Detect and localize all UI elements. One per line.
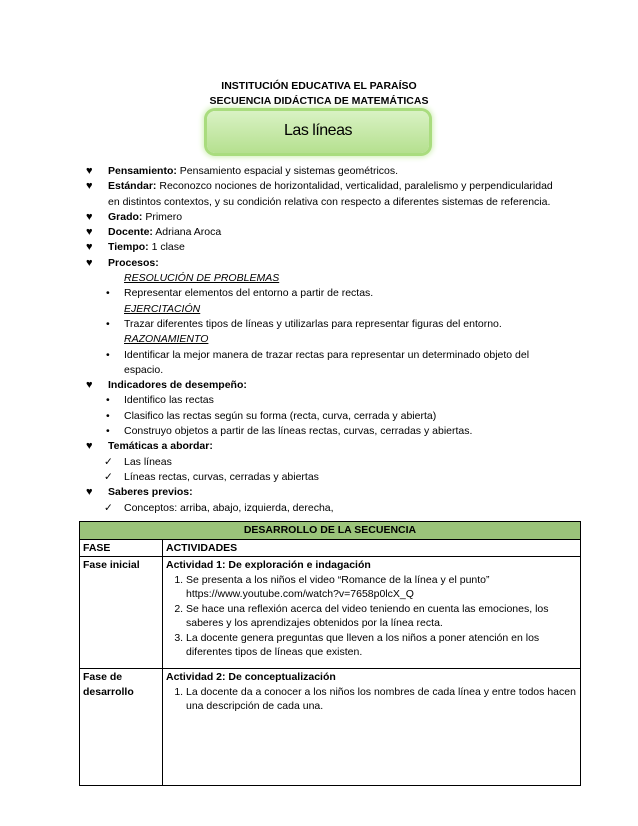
label: Grado: — [108, 210, 143, 223]
column-header-fase: FASE — [80, 539, 163, 557]
proceso-heading: RAZONAMIENTO — [124, 333, 209, 346]
secuencia-table — [79, 521, 581, 786]
indicador-item: • Clasifico las rectas según su forma (recta, curva, cerrada y abierta) — [86, 409, 566, 424]
actividad-title: Actividad 1: De exploración e indagación — [166, 559, 371, 571]
dot-bullet-icon: • — [106, 394, 110, 407]
actividad-title: Actividad 2: De conceptualización — [166, 671, 336, 683]
info-tiempo — [86, 240, 566, 255]
indicador-item: • Identifico las rectas — [86, 393, 566, 408]
info-tematicas — [86, 439, 566, 454]
checkmark-icon: ✓ — [104, 470, 113, 483]
heart-bullet-icon: ♥ — [86, 226, 93, 239]
label: Indicadores de desempeño: — [108, 379, 247, 392]
proceso-item: • Representar elementos del entorno a partir de rectas. — [86, 286, 566, 301]
list-item: 2. Se hace una reflexión acerca del video teniendo en cuenta las emociones, los saberes y los aprendizajes obtenidos por la línea recta. — [186, 602, 577, 631]
info-estandar — [86, 179, 566, 210]
document-subtitle: SECUENCIA DIDÁCTICA DE MATEMÁTICAS — [209, 95, 429, 107]
label: Procesos: — [108, 256, 159, 269]
tematica-item: ✓ Líneas rectas, curvas, cerradas y abiertas — [86, 470, 566, 485]
saber-item: ✓ Conceptos: arriba, abajo, izquierda, derecha, — [86, 501, 566, 516]
label: Tiempo: — [108, 241, 149, 254]
list-item: 1. Se presenta a los niños el video “Romance de la línea y el punto” https://www.youtube.com/watch?v=7658p0lcX_Q — [186, 573, 577, 602]
value: Pensamiento espacial y sistemas geométricos. — [176, 165, 399, 177]
label: Saberes previos: — [108, 486, 193, 499]
value: Adriana Aroca — [152, 226, 222, 239]
actividades-cell — [163, 557, 581, 669]
info-procesos — [86, 256, 566, 271]
list-item: 1. La docente da a conocer a los niños los nombres de cada línea y entre todos hacen una descripción de cada una. — [186, 685, 577, 714]
table-row — [80, 557, 581, 669]
info-pensamiento — [86, 164, 566, 179]
document-header — [0, 79, 638, 109]
column-header-actividades: ACTIVIDADES — [163, 539, 581, 557]
title-banner — [207, 111, 429, 153]
checkmark-icon: ✓ — [104, 501, 113, 514]
document-title: Las líneas — [284, 122, 352, 139]
heart-bullet-icon: ♥ — [86, 379, 93, 392]
value: Primero — [142, 210, 183, 223]
heart-bullet-icon: ♥ — [86, 440, 93, 453]
info-list — [86, 164, 566, 516]
proceso-item: • Identificar la mejor manera de trazar rectas para representar un determinado objeto del espacio. — [106, 348, 530, 376]
dot-bullet-icon: • — [106, 425, 110, 438]
heart-bullet-icon: ♥ — [86, 486, 93, 499]
label: Docente: — [108, 226, 153, 239]
checkmark-icon: ✓ — [104, 455, 113, 468]
info-grado — [86, 210, 566, 225]
dot-bullet-icon: • — [106, 348, 110, 361]
dot-bullet-icon: • — [106, 409, 110, 422]
proceso-item: • Trazar diferentes tipos de líneas y utilizarlas para representar figuras del entorno. — [86, 317, 566, 332]
info-docente — [86, 225, 566, 240]
proceso-heading: EJERCITACIÓN — [124, 302, 201, 315]
table-header-row — [80, 539, 581, 557]
table-title: DESARROLLO DE LA SECUENCIA — [80, 522, 581, 540]
indicador-item: • Construyo objetos a partir de las líneas rectas, curvas, cerradas y abiertas. — [86, 424, 566, 439]
list-item: 3. La docente genera preguntas que lleven a los niños a poner atención en los diferentes tipos de líneas que existen. — [186, 631, 577, 660]
heart-bullet-icon: ♥ — [86, 180, 93, 193]
value: Reconozco nociones de horizontalidad, verticalidad, paralelismo y perpendicularidad en distintos contextos, y su condición relativa con respecto a diferentes sistemas de referencia. — [108, 180, 553, 208]
info-indicadores — [86, 378, 566, 393]
heart-bullet-icon: ♥ — [86, 210, 93, 223]
label: Estándar: — [108, 180, 157, 193]
proceso-heading: RESOLUCIÓN DE PROBLEMAS — [124, 272, 280, 285]
fase-cell: Fase de desarrollo — [80, 669, 163, 786]
label: Temáticas a abordar: — [108, 440, 213, 453]
value: 1 clase — [148, 241, 185, 254]
actividades-cell — [163, 669, 581, 786]
actividad-list — [166, 685, 577, 714]
institution-name: INSTITUCIÓN EDUCATIVA EL PARAÍSO — [221, 80, 417, 92]
actividad-list — [166, 573, 577, 660]
dot-bullet-icon: • — [106, 317, 110, 330]
fase-cell: Fase inicial — [80, 557, 163, 669]
tematica-item: ✓ Las líneas — [86, 455, 566, 470]
table-title-row — [80, 522, 581, 540]
label: Pensamiento: — [108, 165, 177, 177]
dot-bullet-icon: • — [106, 287, 110, 300]
heart-bullet-icon: ♥ — [86, 256, 93, 269]
info-saberes — [86, 485, 566, 500]
heart-bullet-icon: ♥ — [86, 241, 93, 254]
heart-bullet-icon: ♥ — [86, 165, 93, 177]
table-row — [80, 669, 581, 786]
